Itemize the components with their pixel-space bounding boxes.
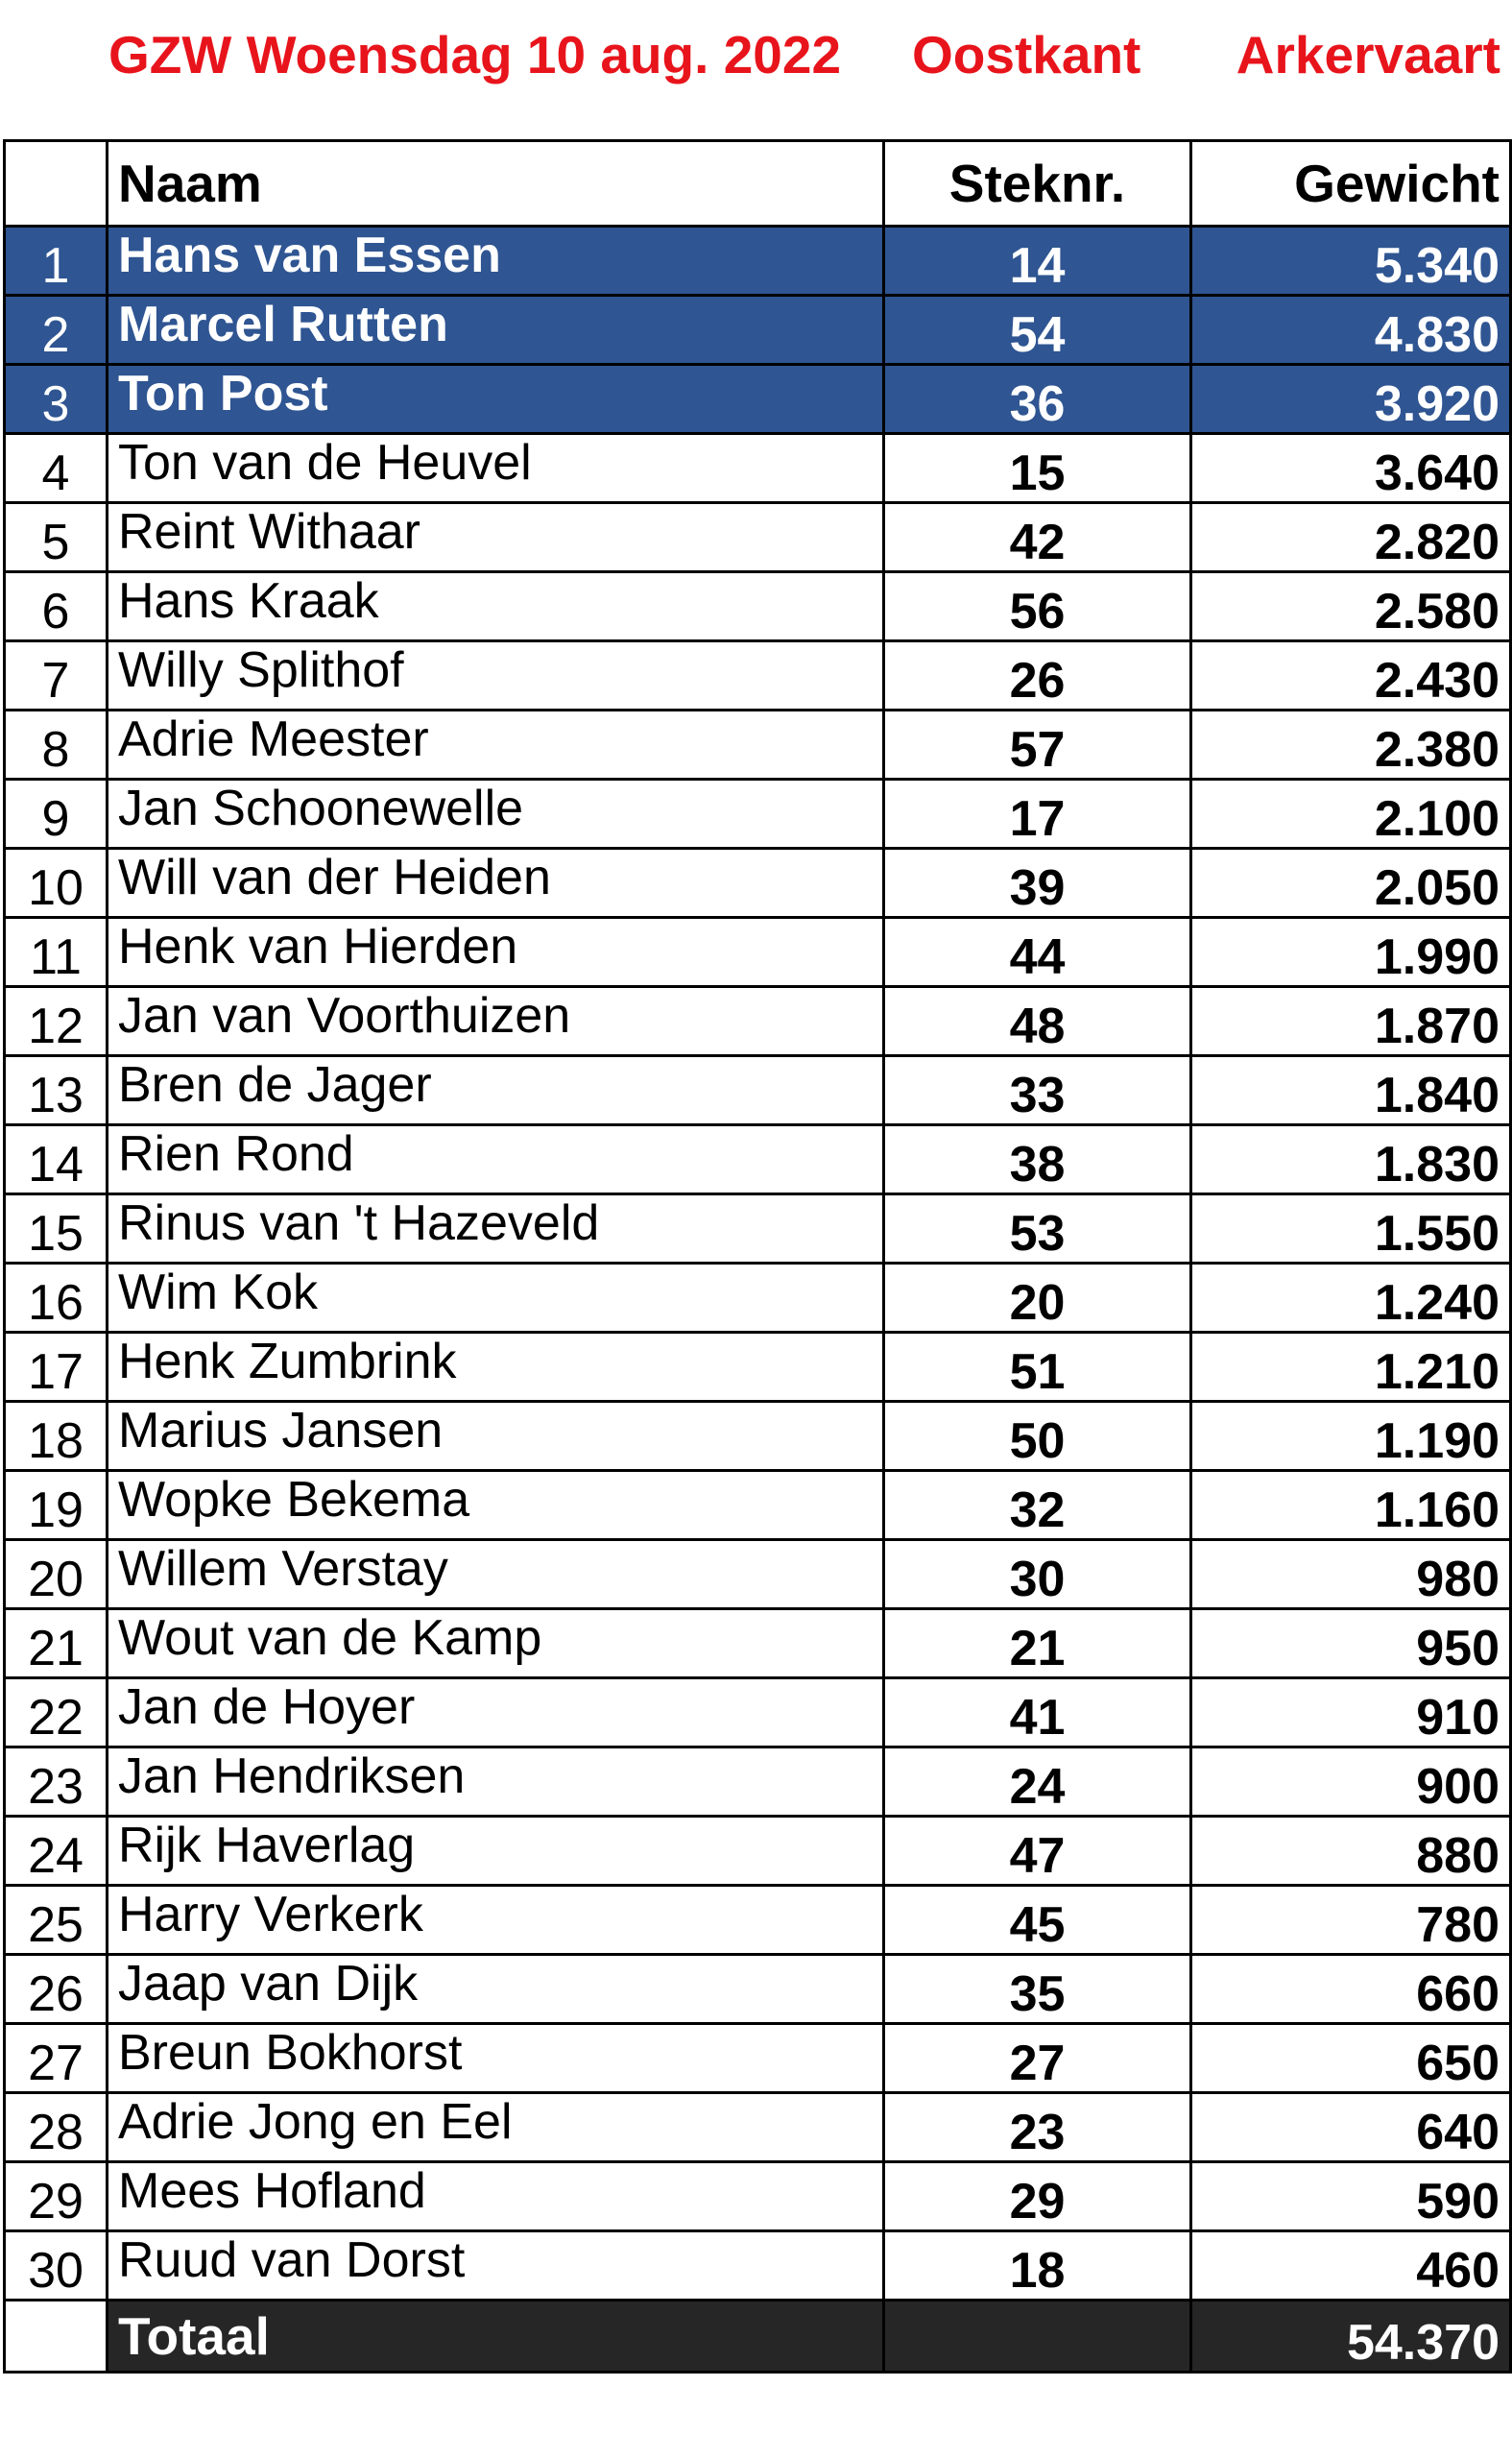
stek-number-cell: 33 [884,1056,1191,1125]
total-label-cell: Totaal [108,2301,884,2373]
rank-cell: 9 [5,780,108,849]
section-label: Oostkant [912,25,1141,84]
weight-cell: 5.340 [1191,227,1511,296]
angler-name-cell: Henk van Hierden [108,918,884,987]
angler-name-cell: Marius Jansen [108,1402,884,1471]
weight-cell: 1.870 [1191,987,1511,1056]
name-column-header: Naam [108,141,884,227]
rank-cell: 8 [5,711,108,780]
table-row [5,296,1511,365]
angler-name-cell: Jan Schoonewelle [108,780,884,849]
angler-name-cell: Hans van Essen [108,227,884,296]
table-row [5,434,1511,503]
rank-cell: 19 [5,1471,108,1540]
rank-cell: 17 [5,1333,108,1402]
weight-cell: 880 [1191,1817,1511,1886]
angler-name-cell: Rijk Haverlag [108,1817,884,1886]
table-row [5,1955,1511,2024]
rank-cell: 23 [5,1747,108,1817]
table-row [5,849,1511,918]
rank-cell: 18 [5,1402,108,1471]
stek-number-cell: 35 [884,1955,1191,2024]
angler-name-cell: Ruud van Dorst [108,2231,884,2301]
stek-column-header: Steknr. [884,141,1191,227]
rank-cell: 29 [5,2162,108,2231]
rank-cell: 20 [5,1540,108,1609]
location-label: Arkervaart [1236,25,1500,84]
table-row [5,1194,1511,1264]
table-row [5,1747,1511,1817]
rank-cell: 2 [5,296,108,365]
rank-cell: 14 [5,1125,108,1194]
table-row [5,2162,1511,2231]
table-row [5,2231,1511,2301]
angler-name-cell: Reint Withaar [108,503,884,572]
angler-name-cell: Willem Verstay [108,1540,884,1609]
stek-number-cell: 30 [884,1540,1191,1609]
table-row [5,1333,1511,1402]
stek-number-cell: 27 [884,2024,1191,2093]
stek-number-cell: 54 [884,296,1191,365]
rank-cell: 7 [5,641,108,711]
angler-name-cell: Ton Post [108,365,884,434]
angler-name-cell: Adrie Jong en Eel [108,2093,884,2162]
angler-name-cell: Wout van de Kamp [108,1609,884,1678]
table-row [5,1056,1511,1125]
total-weight-cell: 54.370 [1191,2301,1511,2373]
angler-name-cell: Adrie Meester [108,711,884,780]
weight-cell: 1.830 [1191,1125,1511,1194]
rank-cell: 4 [5,434,108,503]
weight-cell: 2.100 [1191,780,1511,849]
weight-cell: 1.190 [1191,1402,1511,1471]
weight-cell: 1.990 [1191,918,1511,987]
stek-number-cell: 38 [884,1125,1191,1194]
weight-cell: 900 [1191,1747,1511,1817]
table-row [5,918,1511,987]
table-row [5,1678,1511,1747]
weight-cell: 2.380 [1191,711,1511,780]
table-row [5,2024,1511,2093]
weight-cell: 660 [1191,1955,1511,2024]
results-body [5,141,1511,2373]
angler-name-cell: Jan de Hoyer [108,1678,884,1747]
table-row [5,1817,1511,1886]
rank-cell: 6 [5,572,108,641]
stek-number-cell: 26 [884,641,1191,711]
weight-cell: 1.240 [1191,1264,1511,1333]
stek-number-cell: 17 [884,780,1191,849]
rank-cell: 11 [5,918,108,987]
table-row [5,2093,1511,2162]
weight-cell: 980 [1191,1540,1511,1609]
total-stek-cell [884,2301,1191,2373]
weight-cell: 1.840 [1191,1056,1511,1125]
results-table [3,139,1512,2374]
stek-number-cell: 53 [884,1194,1191,1264]
weight-cell: 1.210 [1191,1333,1511,1402]
table-row [5,1471,1511,1540]
stek-number-cell: 57 [884,711,1191,780]
weight-cell: 780 [1191,1886,1511,1955]
table-row [5,503,1511,572]
stek-number-cell: 32 [884,1471,1191,1540]
angler-name-cell: Mees Hofland [108,2162,884,2231]
rank-cell: 28 [5,2093,108,2162]
angler-name-cell: Henk Zumbrink [108,1333,884,1402]
table-row [5,1125,1511,1194]
stek-number-cell: 23 [884,2093,1191,2162]
table-row [5,1609,1511,1678]
rank-cell: 16 [5,1264,108,1333]
weight-cell: 640 [1191,2093,1511,2162]
stek-number-cell: 24 [884,1747,1191,1817]
table-row [5,1540,1511,1609]
angler-name-cell: Ton van de Heuvel [108,434,884,503]
stek-number-cell: 41 [884,1678,1191,1747]
angler-name-cell: Harry Verkerk [108,1886,884,1955]
weight-cell: 1.550 [1191,1194,1511,1264]
stek-number-cell: 42 [884,503,1191,572]
stek-number-cell: 39 [884,849,1191,918]
stek-number-cell: 14 [884,227,1191,296]
stek-number-cell: 15 [884,434,1191,503]
angler-name-cell: Hans Kraak [108,572,884,641]
table-row [5,1264,1511,1333]
rank-cell: 24 [5,1817,108,1886]
stek-number-cell: 21 [884,1609,1191,1678]
weight-cell: 590 [1191,2162,1511,2231]
rank-cell: 12 [5,987,108,1056]
stek-number-cell: 50 [884,1402,1191,1471]
stek-number-cell: 51 [884,1333,1191,1402]
angler-name-cell: Rien Rond [108,1125,884,1194]
rank-cell: 1 [5,227,108,296]
angler-name-cell: Will van der Heiden [108,849,884,918]
stek-number-cell: 44 [884,918,1191,987]
weight-cell: 950 [1191,1609,1511,1678]
weight-cell: 1.160 [1191,1471,1511,1540]
stek-number-cell: 29 [884,2162,1191,2231]
weight-column-header: Gewicht [1191,141,1511,227]
rank-header-cell [5,141,108,227]
rank-cell: 26 [5,1955,108,2024]
stek-number-cell: 45 [884,1886,1191,1955]
weight-cell: 3.920 [1191,365,1511,434]
table-row [5,987,1511,1056]
table-header-row [5,141,1511,227]
stek-number-cell: 48 [884,987,1191,1056]
stek-number-cell: 36 [884,365,1191,434]
page-header [0,0,1512,115]
angler-name-cell: Breun Bokhorst [108,2024,884,2093]
rank-cell: 5 [5,503,108,572]
angler-name-cell: Willy Splithof [108,641,884,711]
stek-number-cell: 56 [884,572,1191,641]
weight-cell: 2.430 [1191,641,1511,711]
angler-name-cell: Bren de Jager [108,1056,884,1125]
competition-title: GZW Woensdag 10 aug. 2022 [108,25,842,84]
weight-cell: 2.050 [1191,849,1511,918]
rank-cell: 21 [5,1609,108,1678]
rank-cell: 10 [5,849,108,918]
weight-cell: 2.580 [1191,572,1511,641]
weight-cell: 650 [1191,2024,1511,2093]
weight-cell: 4.830 [1191,296,1511,365]
table-row [5,1402,1511,1471]
table-row [5,711,1511,780]
stek-number-cell: 18 [884,2231,1191,2301]
table-row [5,1886,1511,1955]
rank-cell: 13 [5,1056,108,1125]
total-rank-cell [5,2301,108,2373]
stek-number-cell: 20 [884,1264,1191,1333]
weight-cell: 910 [1191,1678,1511,1747]
table-row [5,641,1511,711]
rank-cell: 25 [5,1886,108,1955]
rank-cell: 30 [5,2231,108,2301]
rank-cell: 27 [5,2024,108,2093]
angler-name-cell: Marcel Rutten [108,296,884,365]
stek-number-cell: 47 [884,1817,1191,1886]
total-row [5,2301,1511,2373]
angler-name-cell: Jan Hendriksen [108,1747,884,1817]
weight-cell: 2.820 [1191,503,1511,572]
rank-cell: 22 [5,1678,108,1747]
rank-cell: 15 [5,1194,108,1264]
angler-name-cell: Wim Kok [108,1264,884,1333]
table-row [5,365,1511,434]
rank-cell: 3 [5,365,108,434]
angler-name-cell: Wopke Bekema [108,1471,884,1540]
angler-name-cell: Jaap van Dijk [108,1955,884,2024]
angler-name-cell: Rinus van 't Hazeveld [108,1194,884,1264]
weight-cell: 3.640 [1191,434,1511,503]
table-row [5,572,1511,641]
angler-name-cell: Jan van Voorthuizen [108,987,884,1056]
table-row [5,227,1511,296]
table-row [5,780,1511,849]
weight-cell: 460 [1191,2231,1511,2301]
